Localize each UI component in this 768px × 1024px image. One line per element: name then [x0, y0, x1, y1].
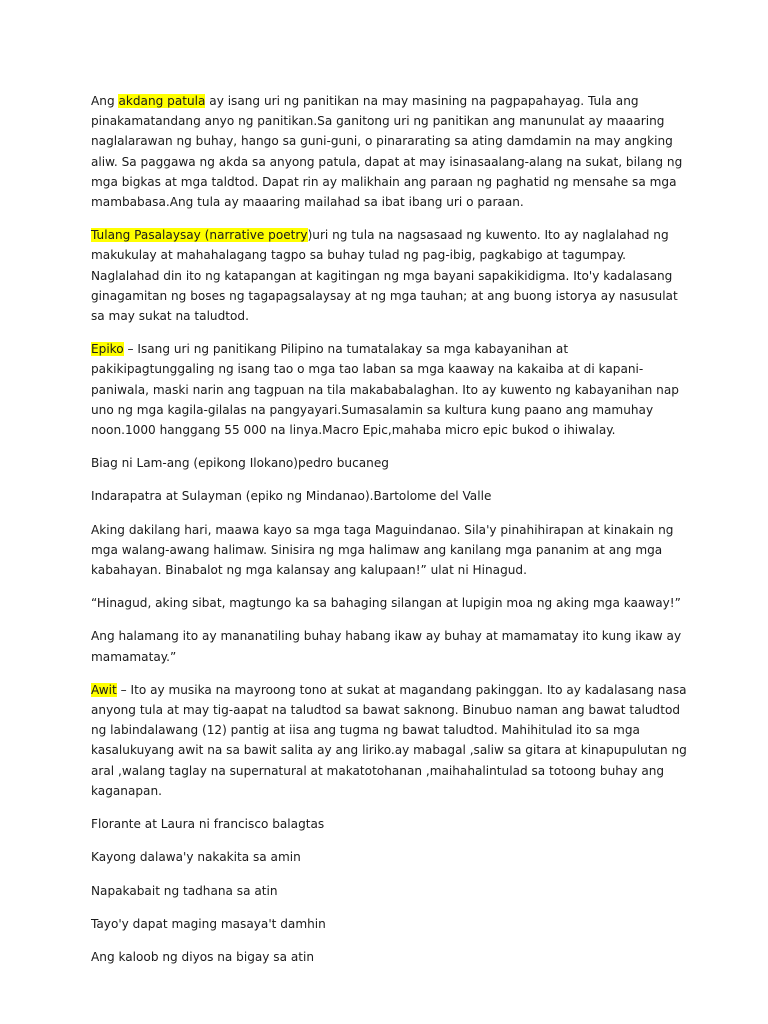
paragraph-biag-ni-lam-ang: Biag ni Lam-ang (epikong Ilokano)pedro bucaneg — [91, 456, 389, 471]
paragraph-text: – Ito ay musika na mayroong tono at sukat at magandang pakinggan. Ito ay kadalasang nasa anyong tula at may tig-aapat na taludtod sa bawat saknong. Binubuo naman ang bawat taludtod ng labindalawang (12) pantig at iisa ang tugma ng bawat taludtod. Mahihitulad ito sa mga kasalukuyang awit na sa bawit salita ay ang liriko.ay mabagal ,saliw sa gitara at kinapupulutan ng aral ,walang taglay na supernatural at makatotohanan ,maihahalintulad sa totoong buhay ang kaganapan. — [91, 682, 687, 798]
highlighted-term: Tulang Pasalaysay (narrative poetry — [91, 228, 308, 243]
paragraph-awit — [91, 680, 691, 801]
verse-line-4: Ang kaloob ng diyos na bigay sa atin — [91, 949, 315, 964]
paragraph-text: – Isang uri ng panitikang Pilipino na tumatalakay sa mga kabayanihan at pakikipagtunggaling ng isang tao o mga tao laban sa mga kaaway na kakaiba at di kapani-paniwala, maski narin ang tagpuan na tila makababalaghan. Ito ay kuwento ng kabayanihan nap uno ng mga kagila-gilalas na pangyayari.Sumasalamin sa kultura kung paano ang mamuhay noon.1000 hanggang 55 000 na linya.Macro Epic,mahaba micro epic bukod o ihiwalay. — [91, 342, 679, 438]
paragraph-indarapatra: Indarapatra at Sulayman (epiko ng Mindanao).Bartolome del Valle — [91, 489, 492, 504]
verse-line-1: Kayong dalawa'y nakakita sa amin — [91, 850, 301, 865]
paragraph-epiko — [91, 339, 691, 440]
paragraph-tulang-pasalaysay — [91, 225, 691, 326]
highlighted-term: Epiko — [91, 342, 124, 357]
paragraph-quote-hari: Aking dakilang hari, maawa kayo sa mga taga Maguindanao. Sila'y pinahihirapan at kinakain ng mga walang-awang halimaw. Sinisira ng mga halimaw ang kanilang mga pananim at ang mga kabahayan. Binabalot ng mga kalansay ang kalupaan!” ulat ni Hinagud. — [91, 522, 674, 578]
verse-line-3: Tayo'y dapat maging masaya't damhin — [91, 916, 326, 931]
paragraph-quote-sibat: “Hinagud, aking sibat, magtungo ka sa bahaging silangan at lupigin moa ng aking mga kaaway!” — [91, 596, 681, 611]
paragraph-quote-halaman: Ang halamang ito ay mananatiling buhay habang ikaw ay buhay at mamamatay ito kung ikaw ay mamamatay.” — [91, 629, 682, 664]
paragraph-akdang-patula — [91, 91, 691, 212]
highlighted-term: akdang patula — [118, 94, 206, 108]
paragraph-text: Ang — [91, 94, 119, 108]
document-page — [91, 91, 691, 980]
verse-line-2: Napakabait ng tadhana sa atin — [91, 883, 278, 898]
paragraph-florante: Florante at Laura ni francisco balagtas — [91, 817, 325, 832]
paragraph-text: )uri ng tula na nagsasaad ng kuwento. Ito ay naglalahad ng makukulay at mahahalagang tagpo sa buhay tulad ng pag-ibig, pagkabigo at tagumpay. Naglalahad din ito ng katapangan at kagitingan ng mga bayani sapakikidigma. Ito'y kadalasang ginagamitan ng boses ng tagapagsalaysay at ng mga tauhan; at ang buong istorya ay nasusulat sa may sukat na taludtod. — [91, 228, 678, 324]
paragraph-text: ay isang uri ng panitikan na may masining na pagpapahayag. Tula ang pinakamatandang anyo ng panitikan.Sa ganitong uri ng panitikan ang manunulat ay maaaring naglalarawan ng buhay, hango sa guni-guni, o pinararating sa ating damdamin na may angking aliw. Sa paggawa ng akda sa anyong patula, dapat at may isinasaalang-alang na sukat, bilang ng mga bigkas at mga taldtod. Dapat rin ay malikhain ang paraan ng paghatid ng mensahe sa mga mambabasa.Ang tula ay maaaring mailahad sa ibat ibang uri o paraan. — [91, 94, 683, 210]
highlighted-term: Awit — [91, 682, 117, 697]
